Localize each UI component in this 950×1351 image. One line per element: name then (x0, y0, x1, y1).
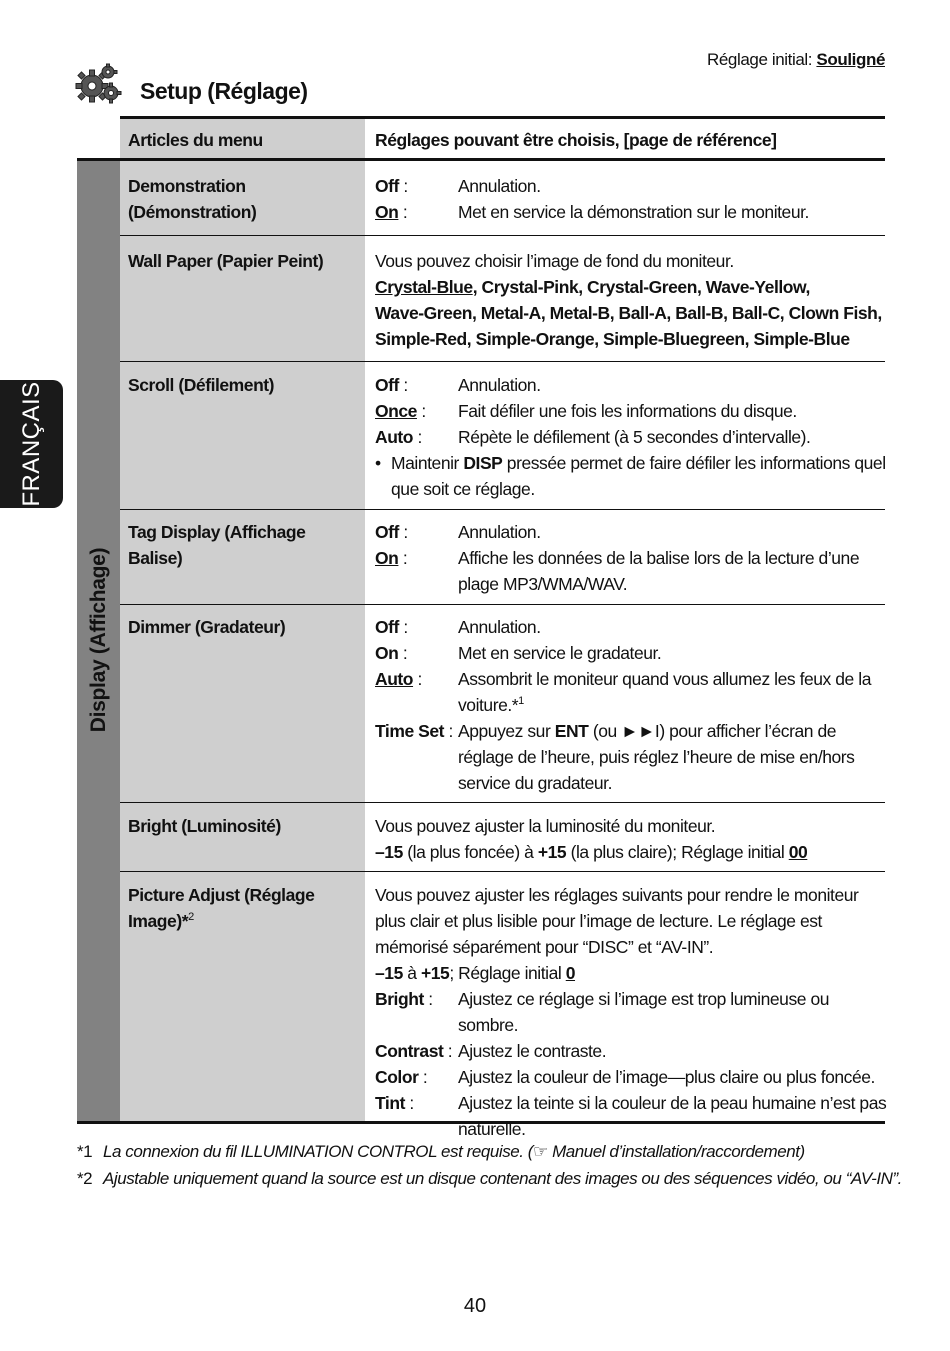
settings-tag-display (375, 519, 890, 597)
option-key: Time Set (375, 721, 445, 741)
page-title: Setup (Réglage) (140, 78, 308, 104)
initial-value: Souligné (816, 50, 885, 69)
wallpaper-options (375, 274, 890, 300)
footnote-mark: *1 (77, 1142, 93, 1161)
option-list: Simple-Red, Simple-Orange, Simple-Bluegreen, Simple-Blue (375, 329, 850, 349)
footnote (77, 1169, 917, 1189)
option-row: Time Set : Appuyez sur ENT (ou ►►I) pour afficher l’écran de réglage de l’heure, puis réglez l’heure de mise en/hors service du gradateur. (375, 721, 855, 793)
setting-intro: Vous pouvez ajuster les réglages suivants pour rendre le moniteur plus clair et plus lisible pour l’image de lecture. Le réglage est mémorisé séparément pour “DISC” et “AV-IN”. (375, 885, 859, 957)
option-desc: Annulation. (458, 617, 541, 637)
range-text: (la plus foncée) à (402, 842, 538, 862)
menu-item-name-fr: Balise) (128, 548, 183, 568)
row-divider (120, 604, 885, 605)
gear-icon (74, 62, 122, 106)
option-desc: Fait défiler une fois les informations du disque. (458, 401, 797, 421)
footnote-mark: *2 (77, 1169, 93, 1188)
settings-picture-adjust (375, 882, 890, 1142)
option-desc: Appuyez sur (458, 721, 555, 741)
option-key: Off (375, 375, 399, 395)
option-key: On (375, 548, 399, 568)
option-key: Auto (375, 669, 414, 689)
option-row: Auto : Répète le défilement (à 5 secondes d’intervalle). (375, 424, 890, 450)
option-desc: Annulation. (458, 375, 541, 395)
initial-value: 00 (788, 842, 808, 862)
option-row: Auto : Assombrit le moniteur quand vous allumez les feux de la voiture.*$^1$ (375, 669, 871, 715)
row-divider (120, 802, 885, 803)
category-side-label (77, 160, 120, 1122)
option-row: On : Met en service le gradateur. (375, 640, 890, 666)
option-row: Contrast : Ajustez le contraste. (375, 1038, 890, 1064)
range-text: à (402, 963, 421, 983)
option-key: Once (375, 401, 417, 421)
option-desc: Annulation. (458, 176, 541, 196)
menu-item-name: Picture Adjust (Réglage (128, 885, 315, 905)
row-divider (120, 235, 885, 236)
row-divider (120, 871, 885, 872)
option-row: Color : Ajustez la couleur de l’image—plus claire ou plus foncée. (375, 1064, 890, 1090)
range-max: +15 (420, 963, 450, 983)
settings-scroll (375, 372, 890, 502)
range-text: (la plus claire); Réglage initial (566, 842, 789, 862)
menu-item-demonstration (128, 173, 358, 225)
menu-item-name-fr: Image)* (128, 911, 189, 931)
footnote-text: Ajustable uniquement quand la source est un disque contenant des images ou des séquences vidéo, ou “AV-IN”. (103, 1169, 902, 1188)
initial-value: 0 (565, 963, 576, 983)
menu-item-picture-adjust (128, 882, 358, 934)
header-menu-items: Articles du menu (128, 130, 263, 150)
option-desc: Met en service le gradateur. (458, 643, 662, 663)
option-row: Off : Annulation. (375, 614, 890, 640)
option-key: Off (375, 617, 399, 637)
settings-dimmer (375, 614, 890, 796)
option-key: Off (375, 176, 399, 196)
option-desc: Assombrit le moniteur quand vous allumez les feux de la voiture.* (458, 669, 871, 715)
option-desc: Ajustez ce réglage si l’image est trop lumineuse ou sombre. (458, 989, 830, 1035)
initial-label: Réglage initial: (706, 50, 813, 69)
setting-intro: Vous pouvez choisir l’image de fond du moniteur. (375, 251, 734, 271)
category-side-label-text: Display (Affichage) (86, 547, 110, 733)
table-top-border (120, 116, 885, 119)
option-row: Off : Annulation. (375, 372, 890, 398)
option-list: Wave-Green, Metal-A, Metal-B, Ball-A, Ball-B, Ball-C, Clown Fish, (375, 303, 882, 323)
settings-demonstration (375, 173, 890, 225)
menu-item-tag-display (128, 519, 358, 571)
default-option: Crystal-Blue (375, 277, 473, 297)
option-row: On : Met en service la démonstration sur le moniteur. (375, 199, 890, 225)
language-tab (0, 380, 63, 508)
option-desc: Ajustez le contraste. (458, 1041, 607, 1061)
footnote-text: La connexion du fil ILLUMINATION CONTROL est requise. (☞ Manuel d’installation/raccordement) (103, 1142, 805, 1161)
range-min: –15 (375, 842, 403, 862)
option-key: Off (375, 522, 399, 542)
table-header-border (77, 158, 885, 161)
option-row: Off : Annulation. (375, 173, 890, 199)
menu-item-name: Tag Display (Affichage (128, 522, 306, 542)
note-bullet: • Maintenir DISP pressée permet de faire défiler les informations quel que soit ce réglage. (375, 453, 886, 499)
menu-item-name-fr: (Démonstration) (128, 202, 257, 222)
footnote (77, 1142, 917, 1162)
button-name: ENT (554, 721, 589, 741)
range-min: –15 (375, 963, 403, 983)
settings-wallpaper (375, 248, 890, 352)
option-desc: Met en service la démonstration sur le moniteur. (458, 202, 809, 222)
note-key: DISP (463, 453, 503, 473)
menu-item-name: Demonstration (128, 176, 246, 196)
range-line (375, 960, 890, 986)
footnote-ref: 1 (518, 695, 524, 708)
footnote-ref: 2 (188, 911, 194, 924)
option-key: Contrast (375, 1041, 444, 1061)
settings-bright (375, 813, 890, 865)
setting-intro: Vous pouvez ajuster la luminosité du moniteur. (375, 816, 716, 836)
header-settings: Réglages pouvant être choisis, [page de référence] (375, 130, 777, 150)
option-key: Tint (375, 1093, 405, 1113)
range-text: ; Réglage initial (449, 963, 566, 983)
range-line (375, 839, 890, 865)
row-divider (120, 509, 885, 510)
option-desc: Ajustez la couleur de l’image—plus claire ou plus foncée. (458, 1067, 875, 1087)
menu-item-scroll: Scroll (Défilement) (128, 375, 275, 395)
option-row: Once : Fait défiler une fois les informations du disque. (375, 398, 890, 424)
option-key: On (375, 643, 399, 663)
option-desc: Annulation. (458, 522, 541, 542)
option-key: Color (375, 1067, 419, 1087)
language-tab-label: FRANÇAIS (17, 381, 45, 507)
page-number: 40 (463, 1295, 487, 1317)
option-desc: Répète le défilement (à 5 secondes d’intervalle). (458, 427, 811, 447)
option-key: Auto (375, 427, 414, 447)
note-text: Maintenir (391, 453, 464, 473)
option-desc: Affiche les données de la balise lors de la lecture d’une plage MP3/WMA/WAV. (458, 548, 860, 594)
row-divider (120, 361, 885, 362)
option-key: On (375, 202, 399, 222)
option-row: On : Affiche les données de la balise lors de la lecture d’une plage MP3/WMA/WAV. (375, 545, 890, 597)
option-desc: Ajustez la teinte si la couleur de la peau humaine n’est pas naturelle. (458, 1093, 887, 1139)
menu-item-bright: Bright (Luminosité) (128, 816, 281, 836)
option-row: Off : Annulation. (375, 519, 890, 545)
option-desc: (ou ►►I) pour afficher l’écran de réglage de l’heure, puis réglez l’heure de mise en/hors service du gradateur. (458, 721, 855, 793)
option-row: Bright : Ajustez ce réglage si l’image est trop lumineuse ou sombre. (375, 986, 890, 1038)
option-list: , Crystal-Pink, Crystal-Green, Wave-Yellow, (472, 277, 810, 297)
range-max: +15 (537, 842, 567, 862)
initial-setting-note (707, 50, 885, 70)
menu-item-wallpaper: Wall Paper (Papier Peint) (128, 251, 324, 271)
option-row: Tint : Ajustez la teinte si la couleur de la peau humaine n’est pas naturelle. (375, 1090, 890, 1142)
option-key: Bright (375, 989, 424, 1009)
menu-item-dimmer: Dimmer (Gradateur) (128, 617, 286, 637)
note-text: pressée permet de faire défiler les informations quel que soit ce réglage. (391, 453, 886, 499)
